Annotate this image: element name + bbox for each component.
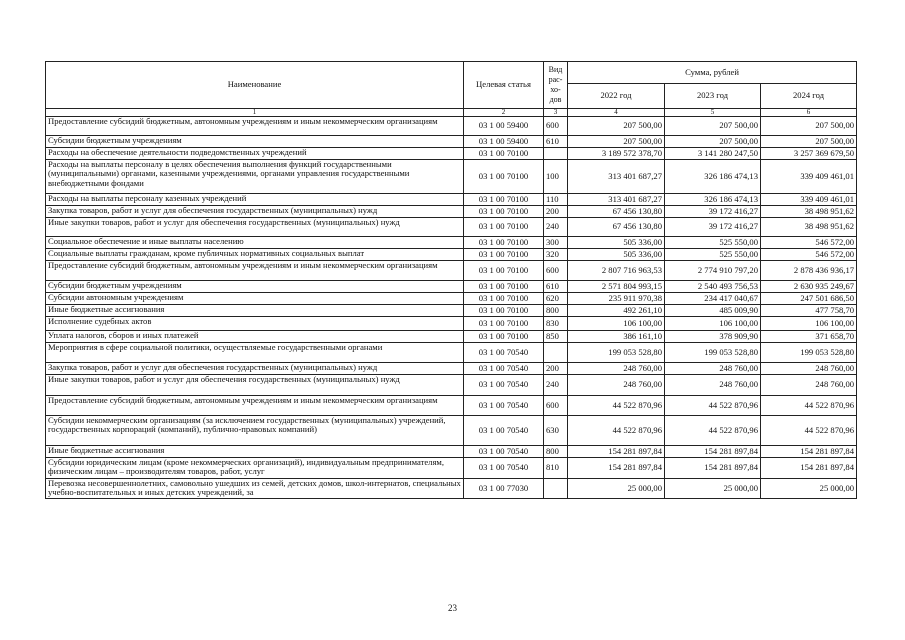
table-cell-target-article: 03 1 00 70540 bbox=[464, 375, 544, 396]
table-cell-2024: 199 053 528,80 bbox=[761, 343, 857, 363]
table-cell-name: Расходы на обеспечение деятельности подведомственных учреждений bbox=[46, 148, 464, 160]
table-cell-expense-kind: 800 bbox=[544, 305, 568, 317]
table-cell-2022: 3 189 572 378,70 bbox=[568, 148, 665, 160]
table-cell-2023: 378 909,90 bbox=[665, 331, 761, 343]
table-cell-target-article: 03 1 00 70540 bbox=[464, 363, 544, 375]
table-cell-target-article: 03 1 00 70100 bbox=[464, 331, 544, 343]
table-cell-name: Предоставление субсидий бюджетным, автономным учреждениям и иным некоммерческим организациям bbox=[46, 117, 464, 136]
table-cell-2023: 44 522 870,96 bbox=[665, 396, 761, 416]
table-cell-2022: 154 281 897,84 bbox=[568, 446, 665, 458]
table-cell-expense-kind: 320 bbox=[544, 249, 568, 261]
table-cell-name: Закупка товаров, работ и услуг для обеспечения государственных (муниципальных) нужд bbox=[46, 206, 464, 218]
header-year-2022: 2022 год bbox=[568, 84, 665, 109]
table-cell-2024: 477 758,70 bbox=[761, 305, 857, 317]
table-cell-target-article: 03 1 00 77030 bbox=[464, 479, 544, 499]
table-cell-2022: 106 100,00 bbox=[568, 317, 665, 331]
table-cell-target-article: 03 1 00 70100 bbox=[464, 317, 544, 331]
table-cell-2022: 313 401 687,27 bbox=[568, 194, 665, 206]
header-year-2023: 2023 год bbox=[665, 84, 761, 109]
table-cell-2023: 39 172 416,27 bbox=[665, 206, 761, 218]
table-row bbox=[46, 261, 857, 281]
table-cell-target-article: 03 1 00 70540 bbox=[464, 396, 544, 416]
table-cell-name: Социальное обеспечение и иные выплаты населению bbox=[46, 237, 464, 249]
table-cell-2022: 248 760,00 bbox=[568, 375, 665, 396]
table-cell-target-article: 03 1 00 70100 bbox=[464, 281, 544, 293]
table-cell-2024: 339 409 461,01 bbox=[761, 160, 857, 194]
table-cell-target-article: 03 1 00 70100 bbox=[464, 206, 544, 218]
table-cell-2024: 44 522 870,96 bbox=[761, 416, 857, 446]
column-number: 4 bbox=[568, 109, 665, 117]
table-row bbox=[46, 305, 857, 317]
table-cell-expense-kind: 850 bbox=[544, 331, 568, 343]
table-cell-2024: 154 281 897,84 bbox=[761, 458, 857, 479]
table-cell-expense-kind: 630 bbox=[544, 416, 568, 446]
table-cell-expense-kind: 240 bbox=[544, 375, 568, 396]
table-cell-target-article: 03 1 00 70540 bbox=[464, 446, 544, 458]
table-cell-2024: 339 409 461,01 bbox=[761, 194, 857, 206]
table-cell-2022: 2 807 716 963,53 bbox=[568, 261, 665, 281]
table-cell-2023: 248 760,00 bbox=[665, 375, 761, 396]
table-cell-target-article: 03 1 00 70100 bbox=[464, 148, 544, 160]
table-cell-2024: 247 501 686,50 bbox=[761, 293, 857, 305]
table-cell-2023: 3 141 280 247,50 bbox=[665, 148, 761, 160]
table-cell-name: Иные закупки товаров, работ и услуг для обеспечения государственных (муниципальных) нужд bbox=[46, 218, 464, 237]
table-row bbox=[46, 136, 857, 148]
table-row bbox=[46, 218, 857, 237]
table-cell-2022: 207 500,00 bbox=[568, 117, 665, 136]
table-cell-target-article: 03 1 00 70100 bbox=[464, 218, 544, 237]
table-cell-expense-kind: 800 bbox=[544, 446, 568, 458]
table-cell-2022: 199 053 528,80 bbox=[568, 343, 665, 363]
table-cell-expense-kind: 830 bbox=[544, 317, 568, 331]
table-row bbox=[46, 281, 857, 293]
table-row bbox=[46, 375, 857, 396]
table-cell-name: Субсидии бюджетным учреждениям bbox=[46, 136, 464, 148]
table-row bbox=[46, 249, 857, 261]
table-cell-2024: 3 257 369 679,50 bbox=[761, 148, 857, 160]
table-cell-2023: 326 186 474,13 bbox=[665, 160, 761, 194]
table-cell-expense-kind: 810 bbox=[544, 458, 568, 479]
table-cell-target-article: 03 1 00 70100 bbox=[464, 237, 544, 249]
table-cell-target-article: 03 1 00 70540 bbox=[464, 343, 544, 363]
table-cell-2024: 38 498 951,62 bbox=[761, 218, 857, 237]
page-number: 23 bbox=[448, 603, 457, 613]
table-cell-2023: 2 774 910 797,20 bbox=[665, 261, 761, 281]
table-cell-2022: 44 522 870,96 bbox=[568, 396, 665, 416]
table-cell-2023: 207 500,00 bbox=[665, 136, 761, 148]
table-cell-2022: 248 760,00 bbox=[568, 363, 665, 375]
table-cell-expense-kind: 610 bbox=[544, 281, 568, 293]
table-cell-2022: 207 500,00 bbox=[568, 136, 665, 148]
table-cell-2023: 106 100,00 bbox=[665, 317, 761, 331]
table-row bbox=[46, 117, 857, 136]
table-cell-expense-kind: 620 bbox=[544, 293, 568, 305]
table-cell-expense-kind: 600 bbox=[544, 396, 568, 416]
column-number: 6 bbox=[761, 109, 857, 117]
column-number: 2 bbox=[464, 109, 544, 117]
table-cell-2024: 106 100,00 bbox=[761, 317, 857, 331]
table-cell-2023: 326 186 474,13 bbox=[665, 194, 761, 206]
table-cell-2023: 154 281 897,84 bbox=[665, 446, 761, 458]
table-cell-name: Предоставление субсидий бюджетным, автономным учреждениям и иным некоммерческим организациям bbox=[46, 396, 464, 416]
table-cell-name: Предоставление субсидий бюджетным, автономным учреждениям и иным некоммерческим организациям bbox=[46, 261, 464, 281]
table-row bbox=[46, 194, 857, 206]
column-number: 1 bbox=[46, 109, 464, 117]
table-cell-name: Уплата налогов, сборов и иных платежей bbox=[46, 331, 464, 343]
header-name: Наименование bbox=[46, 62, 464, 109]
table-cell-2024: 2 878 436 936,17 bbox=[761, 261, 857, 281]
table-cell-2023: 25 000,00 bbox=[665, 479, 761, 499]
table-cell-name: Исполнение судебных актов bbox=[46, 317, 464, 331]
table-cell-2023: 525 550,00 bbox=[665, 249, 761, 261]
table-row bbox=[46, 343, 857, 363]
table-cell-expense-kind bbox=[544, 479, 568, 499]
table-cell-2024: 207 500,00 bbox=[761, 136, 857, 148]
table-cell-expense-kind: 200 bbox=[544, 363, 568, 375]
header-year-2024: 2024 год bbox=[761, 84, 857, 109]
table-cell-expense-kind: 600 bbox=[544, 117, 568, 136]
table-cell-2022: 67 456 130,80 bbox=[568, 218, 665, 237]
table-cell-name: Мероприятия в сфере социальной политики, осуществляемые государственными органами bbox=[46, 343, 464, 363]
table-cell-expense-kind: 200 bbox=[544, 206, 568, 218]
table-cell-2024: 248 760,00 bbox=[761, 375, 857, 396]
table-cell-name: Социальные выплаты гражданам, кроме публичных нормативных социальных выплат bbox=[46, 249, 464, 261]
table-cell-2023: 39 172 416,27 bbox=[665, 218, 761, 237]
budget-table bbox=[45, 61, 857, 499]
table-cell-expense-kind: 300 bbox=[544, 237, 568, 249]
table-cell-expense-kind: 110 bbox=[544, 194, 568, 206]
table-cell-2024: 2 630 935 249,67 bbox=[761, 281, 857, 293]
table-cell-name: Закупка товаров, работ и услуг для обеспечения государственных (муниципальных) нужд bbox=[46, 363, 464, 375]
header-expense-kind: Вид рас- хо- дов bbox=[544, 62, 568, 109]
table-row bbox=[46, 206, 857, 218]
table-cell-name: Субсидии бюджетным учреждениям bbox=[46, 281, 464, 293]
table-row bbox=[46, 317, 857, 331]
table-cell-target-article: 03 1 00 70100 bbox=[464, 249, 544, 261]
table-cell-name: Субсидии автономным учреждениям bbox=[46, 293, 464, 305]
table-cell-2024: 248 760,00 bbox=[761, 363, 857, 375]
table-cell-2023: 44 522 870,96 bbox=[665, 416, 761, 446]
table-row bbox=[46, 148, 857, 160]
table-row bbox=[46, 396, 857, 416]
table-body bbox=[46, 117, 857, 499]
table-cell-2022: 386 161,10 bbox=[568, 331, 665, 343]
table-cell-2022: 235 911 970,38 bbox=[568, 293, 665, 305]
table-cell-target-article: 03 1 00 70100 bbox=[464, 305, 544, 317]
table-cell-name: Расходы на выплаты персоналу в целях обеспечения выполнения функций государственными (муниципальными) органами, казенными учреждениями, органами управления государственными внебюджетными фондами bbox=[46, 160, 464, 194]
table-cell-2023: 199 053 528,80 bbox=[665, 343, 761, 363]
table-cell-target-article: 03 1 00 59400 bbox=[464, 117, 544, 136]
table-cell-2023: 207 500,00 bbox=[665, 117, 761, 136]
table-cell-expense-kind bbox=[544, 343, 568, 363]
table-row bbox=[46, 446, 857, 458]
table-cell-name: Иные бюджетные ассигнования bbox=[46, 305, 464, 317]
table-cell-expense-kind: 610 bbox=[544, 136, 568, 148]
table-cell-name: Иные бюджетные ассигнования bbox=[46, 446, 464, 458]
table-cell-2024: 546 572,00 bbox=[761, 237, 857, 249]
table-row bbox=[46, 458, 857, 479]
column-number: 3 bbox=[544, 109, 568, 117]
table-cell-target-article: 03 1 00 59400 bbox=[464, 136, 544, 148]
table-cell-2022: 2 571 804 993,15 bbox=[568, 281, 665, 293]
table-cell-target-article: 03 1 00 70540 bbox=[464, 458, 544, 479]
table-cell-2023: 2 540 493 756,53 bbox=[665, 281, 761, 293]
table-cell-2024: 371 658,70 bbox=[761, 331, 857, 343]
table-cell-expense-kind bbox=[544, 148, 568, 160]
table-cell-2022: 492 261,10 bbox=[568, 305, 665, 317]
table-cell-2024: 154 281 897,84 bbox=[761, 446, 857, 458]
table-cell-2022: 67 456 130,80 bbox=[568, 206, 665, 218]
table-cell-2024: 25 000,00 bbox=[761, 479, 857, 499]
table-cell-target-article: 03 1 00 70100 bbox=[464, 293, 544, 305]
table-row bbox=[46, 237, 857, 249]
table-cell-name: Расходы на выплаты персоналу казенных учреждений bbox=[46, 194, 464, 206]
table-cell-name: Иные закупки товаров, работ и услуг для обеспечения государственных (муниципальных) нужд bbox=[46, 375, 464, 396]
column-number: 5 bbox=[665, 109, 761, 117]
table-cell-target-article: 03 1 00 70100 bbox=[464, 194, 544, 206]
table-cell-2022: 44 522 870,96 bbox=[568, 416, 665, 446]
table-row bbox=[46, 293, 857, 305]
table-row bbox=[46, 416, 857, 446]
table-row bbox=[46, 160, 857, 194]
header-target-article: Целевая статья bbox=[464, 62, 544, 109]
table-cell-2024: 38 498 951,62 bbox=[761, 206, 857, 218]
table-cell-2022: 25 000,00 bbox=[568, 479, 665, 499]
table-row bbox=[46, 363, 857, 375]
table-cell-2022: 505 336,00 bbox=[568, 249, 665, 261]
header-sum: Сумма, рублей bbox=[568, 62, 857, 84]
table-cell-name: Субсидии юридическим лицам (кроме некоммерческих организаций), индивидуальным предпринимателям, физическим лицам – производителям товаров, работ, услуг bbox=[46, 458, 464, 479]
table-cell-expense-kind: 240 bbox=[544, 218, 568, 237]
table-cell-2024: 207 500,00 bbox=[761, 117, 857, 136]
table-cell-2023: 248 760,00 bbox=[665, 363, 761, 375]
table-cell-2023: 154 281 897,84 bbox=[665, 458, 761, 479]
table-cell-2023: 485 009,90 bbox=[665, 305, 761, 317]
table-cell-2023: 525 550,00 bbox=[665, 237, 761, 249]
table-cell-expense-kind: 100 bbox=[544, 160, 568, 194]
table-cell-expense-kind: 600 bbox=[544, 261, 568, 281]
table-cell-target-article: 03 1 00 70100 bbox=[464, 160, 544, 194]
table-cell-target-article: 03 1 00 70540 bbox=[464, 416, 544, 446]
table-cell-name: Перевозка несовершеннолетних, самовольно ушедших из семей, детских домов, школ-интернатов, специальных учебно-воспитательных и иных детских учреждений, за bbox=[46, 479, 464, 499]
table-cell-2023: 234 417 040,67 bbox=[665, 293, 761, 305]
table-row bbox=[46, 479, 857, 499]
table-row bbox=[46, 331, 857, 343]
table-cell-2022: 313 401 687,27 bbox=[568, 160, 665, 194]
table-cell-2024: 546 572,00 bbox=[761, 249, 857, 261]
table-cell-2022: 505 336,00 bbox=[568, 237, 665, 249]
table-cell-target-article: 03 1 00 70100 bbox=[464, 261, 544, 281]
table-cell-2024: 44 522 870,96 bbox=[761, 396, 857, 416]
table-cell-name: Субсидии некоммерческим организациям (за исключением государственных (муниципальных) учреждений, государственных корпораций (компаний), публично-правовых компаний) bbox=[46, 416, 464, 446]
table-cell-2022: 154 281 897,84 bbox=[568, 458, 665, 479]
